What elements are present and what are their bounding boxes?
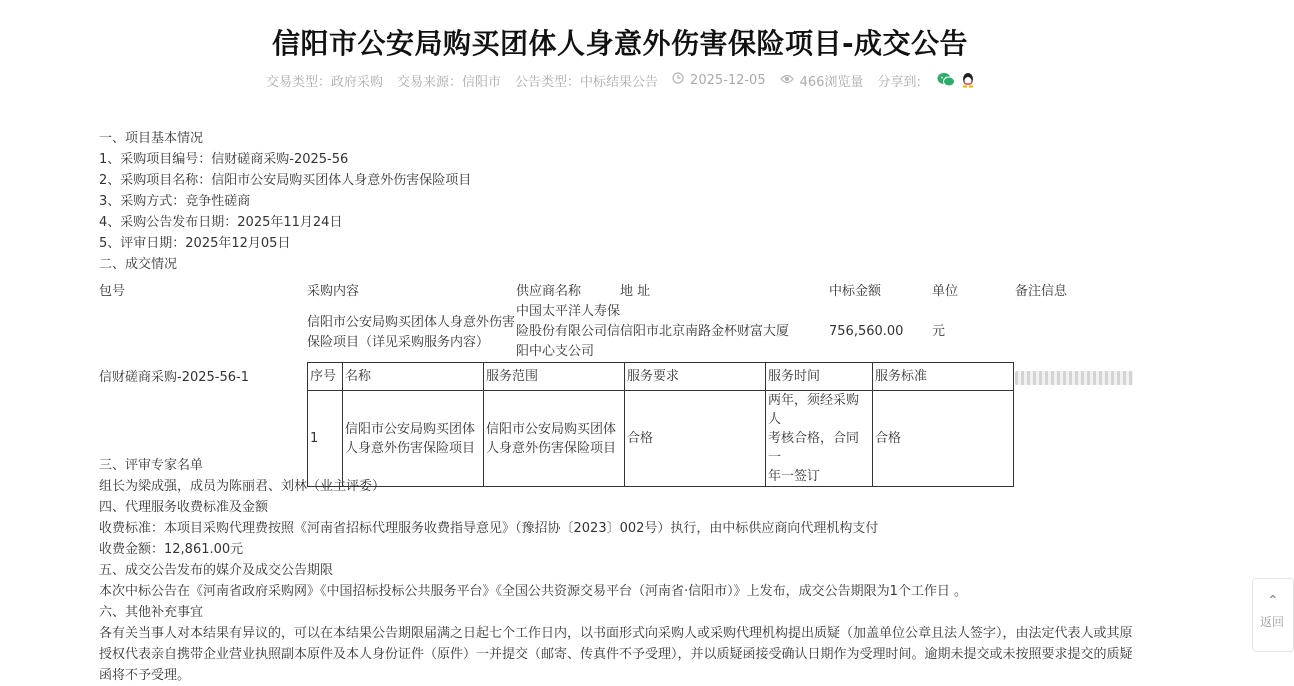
sections-3-to-6: [99, 455, 1133, 686]
cell-scope-line: 人身意外伤害保险项目: [486, 440, 617, 456]
header-package: 包号: [99, 284, 126, 299]
view-count: [780, 71, 864, 90]
eye-icon: [780, 73, 794, 88]
section-1: [99, 128, 471, 275]
section-3-heading: 三、评审专家名单: [99, 458, 204, 473]
publish-date: [672, 72, 766, 88]
col-time: 服务时间: [766, 363, 873, 391]
row-amount: 756,560.00: [829, 324, 904, 339]
header-address: 地 址: [620, 284, 651, 299]
row-content-line: 保险项目（详见采购服务内容）: [307, 335, 490, 350]
section-1-line: 3、采购方式：竞争性磋商: [99, 194, 251, 209]
row-supplier-line: 阳中心支公司: [516, 344, 595, 359]
section-6-heading: 六、其他补充事宜: [99, 605, 204, 620]
row-unit: 元: [932, 324, 946, 339]
section-6-line: 各有关当事人对本结果有异议的，可以在本结果公告期限届满之日起七个工作日内，以书面形式向采购人或采购代理机构提出质疑（加盖单位公章且法人签字），由法定代表人或其原: [99, 626, 1133, 641]
section-4-heading: 四、代理服务收费标准及金额: [99, 500, 269, 515]
cell-name-line: 信阳市公安局购买团体: [345, 421, 476, 437]
redacted-remark: [1015, 371, 1133, 385]
section-6-line: 授权代表亲自携带企业营业执照副本原件及本人身份证件（原件）一并提交（邮寄、传真件不予受理），并以质疑函接受确认日期作为受理时间。逾期未提交或未按照要求提交的质疑: [99, 647, 1133, 662]
section-1-line: 5、评审日期：2025年12月05日: [99, 236, 291, 251]
trade-type: 交易类型：政府采购: [266, 74, 384, 90]
header-supplier: 供应商名称: [516, 284, 582, 299]
row-supplier-line: 险股份有限公司信: [516, 324, 621, 339]
clock-icon: [672, 72, 684, 88]
row-supplier-line: 中国太平洋人寿保: [516, 304, 621, 319]
row-package: 信财磋商采购-2025-56-1: [99, 370, 249, 385]
header-content: 采购内容: [307, 284, 360, 299]
section-5-heading: 五、成交公告发布的媒介及成交公告期限: [99, 563, 334, 578]
notice-type: 公告类型：中标结果公告: [515, 74, 659, 90]
back-to-top-label: 返回: [1260, 615, 1285, 629]
col-name: 名称: [343, 363, 484, 391]
wechat-icon[interactable]: [937, 72, 955, 88]
cell-time-line: 年一签订: [768, 469, 821, 484]
back-to-top-button[interactable]: [1252, 578, 1294, 652]
cell-scope-line: 信阳市公安局购买团体: [486, 421, 617, 437]
row-address: 信阳市北京南路金杯财富大厦: [620, 324, 790, 339]
header-unit: 单位: [932, 284, 959, 299]
col-scope: 服务范围: [484, 363, 625, 391]
section-1-line: 2、采购项目名称：信阳市公安局购买团体人身意外伤害保险项目: [99, 173, 472, 188]
col-requirement: 服务要求: [625, 363, 766, 391]
col-standard: 服务标准: [873, 363, 1014, 391]
cell-name-line: 人身意外伤害保险项目: [345, 440, 476, 456]
cell-requirement: 合格: [625, 391, 766, 487]
share-label: 分享到:: [877, 74, 921, 90]
table-header-row: [308, 363, 1014, 391]
cell-time-line: 考核合格，合同一: [768, 431, 860, 465]
section-1-line: 4、采购公告发布日期：2025年11月24日: [99, 215, 343, 230]
cell-standard: 合格: [873, 391, 1014, 487]
row-supplier: [516, 302, 620, 362]
view-count-value: 466浏览量: [799, 74, 864, 90]
meta-bar: [266, 71, 979, 89]
page-title: 信阳市公安局购买团体人身意外伤害保险项目-成交公告: [271, 27, 969, 60]
section-4-amount: 收费金额：12,861.00元: [99, 542, 244, 557]
section-3-text: 组长为梁成强，成员为陈丽君、刘林（业主评委）: [99, 479, 386, 494]
publish-date-value: 2025-12-05: [690, 72, 766, 88]
section-1-line: 1、采购项目编号：信财磋商采购-2025-56: [99, 152, 349, 167]
col-no: 序号: [308, 363, 343, 391]
cell-no: 1: [308, 391, 343, 487]
header-amount: 中标金额: [829, 284, 882, 299]
section-1-heading: 一、项目基本情况: [99, 131, 204, 146]
header-remark: 备注信息: [1015, 284, 1068, 299]
section-4-standard: 收费标准：本项目采购代理费按照《河南省招标代理服务收费指导意见》（豫招协〔2023〕002号）执行，由中标供应商向代理机构支付: [99, 521, 879, 536]
row-content: [307, 313, 515, 353]
section-5-text: 本次中标公告在《河南省政府采购网》《中国招标投标公共服务平台》《全国公共资源交易平台（河南省·信阳市）》上发布，成交公告期限为1个工作日 。: [99, 584, 968, 599]
section-2-heading: 二、成交情况: [99, 257, 178, 272]
cell-time-line: 两年，须经采购人: [768, 393, 860, 427]
section-6-line: 函将不予受理。: [99, 668, 191, 683]
row-content-line: 信阳市公安局购买团体人身意外伤害: [307, 315, 516, 330]
chevron-up-icon: ⌃: [1267, 593, 1279, 609]
qq-icon[interactable]: [961, 72, 979, 88]
trade-source: 交易来源：信阳市: [397, 74, 502, 90]
